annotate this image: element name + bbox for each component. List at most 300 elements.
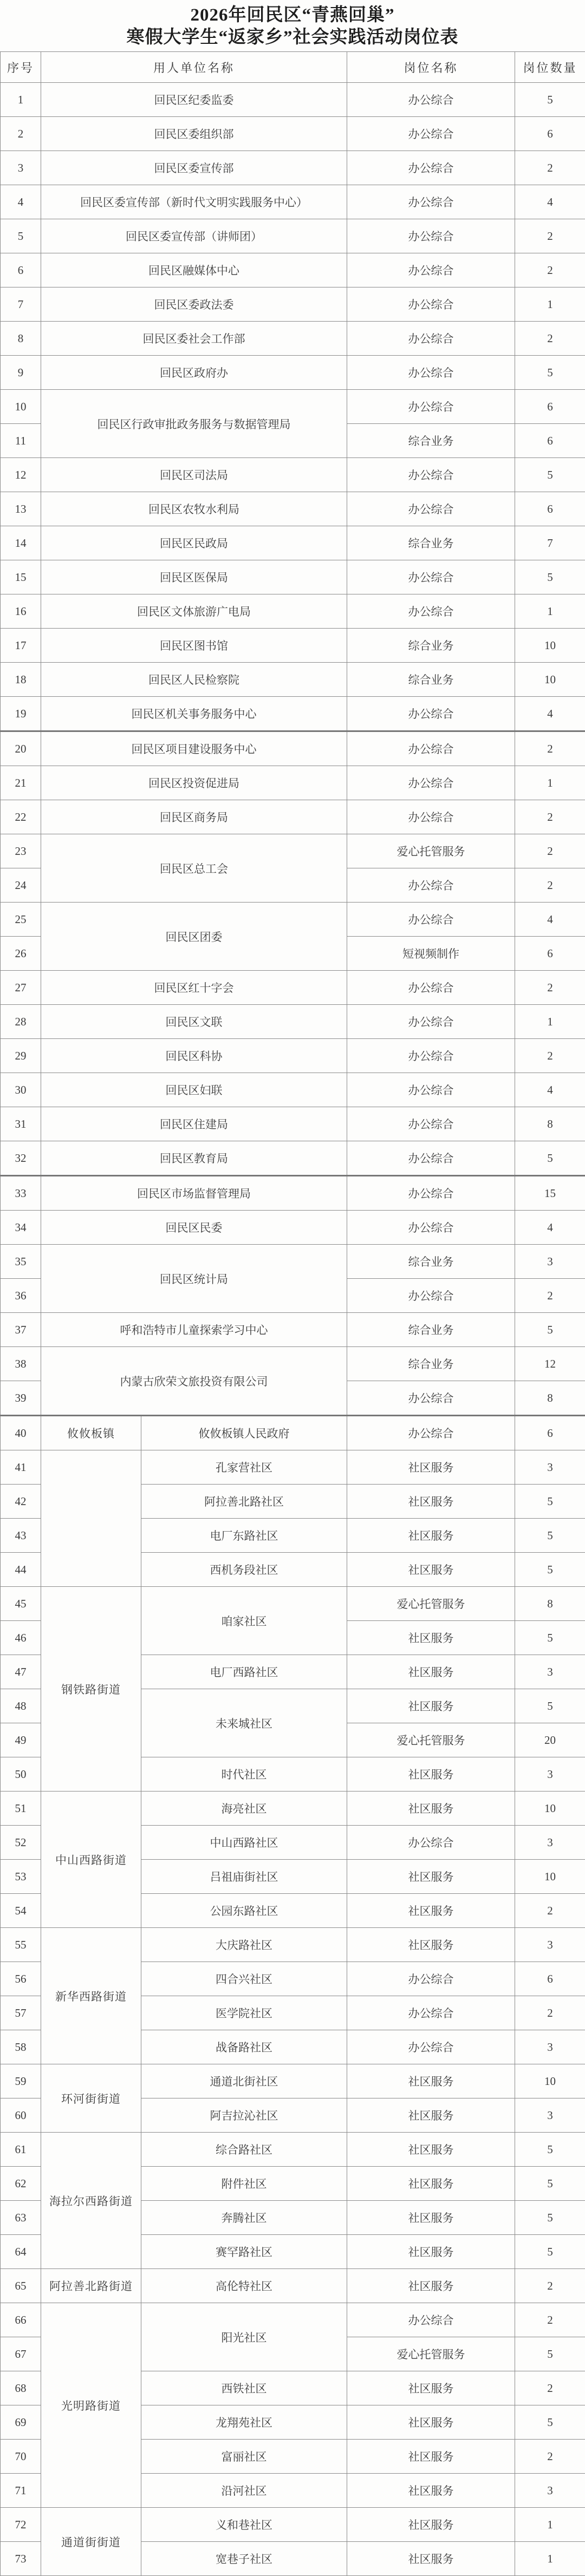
cell-count: 3 [515,1450,585,1485]
cell-group: 攸攸板镇 [41,1416,141,1450]
cell-unit: 公园东路社区 [141,1894,347,1928]
cell-unit: 咱家社区 [141,1587,347,1655]
cell-unit: 回民区科协 [41,1039,347,1073]
cell-row-number: 13 [1,492,41,526]
cell-unit: 综合路社区 [141,2133,347,2167]
cell-row-number: 49 [1,1723,41,1757]
cell-row-number: 35 [1,1245,41,1279]
cell-position: 办公综合 [347,219,515,253]
cell-row-number: 68 [1,2371,41,2405]
cell-row-number: 36 [1,1279,41,1313]
table-row [1,1039,585,1073]
cell-row-number: 8 [1,322,41,356]
cell-unit: 龙翔苑社区 [141,2405,347,2440]
cell-count: 5 [515,1313,585,1347]
cell-unit: 回民区农牧水利局 [41,492,347,526]
table-row [1,1211,585,1245]
cell-row-number: 3 [1,151,41,185]
cell-row-number: 24 [1,868,41,903]
cell-row-number: 57 [1,1996,41,2030]
cell-position: 社区服务 [347,2405,515,2440]
cell-position: 办公综合 [347,903,515,937]
cell-unit: 吕祖庙街社区 [141,1860,347,1894]
cell-row-number: 7 [1,287,41,322]
cell-unit: 西机务段社区 [141,1553,347,1587]
cell-count: 8 [515,1381,585,1416]
cell-position: 社区服务 [347,1792,515,1826]
table-row [1,287,585,322]
header-count: 岗位数量 [515,52,585,83]
cell-row-number: 73 [1,2542,41,2576]
cell-count: 20 [515,1723,585,1757]
cell-position: 办公综合 [347,800,515,834]
cell-position: 办公综合 [347,1416,515,1450]
cell-count: 5 [515,2201,585,2235]
cell-position: 短视频制作 [347,937,515,971]
table-body [1,83,585,2576]
cell-row-number: 54 [1,1894,41,1928]
cell-position: 社区服务 [347,1553,515,1587]
cell-row-number: 37 [1,1313,41,1347]
cell-unit: 中山西路社区 [141,1826,347,1860]
cell-unit: 回民区融媒体中心 [41,253,347,287]
cell-count: 4 [515,697,585,731]
cell-position: 爱心托管服务 [347,2337,515,2371]
table-row [1,1073,585,1107]
cell-count: 12 [515,1347,585,1381]
table-row [1,800,585,834]
cell-unit: 未来城社区 [141,1689,347,1757]
cell-group: 新华西路街道 [41,1928,141,2064]
cell-position: 社区服务 [347,2440,515,2474]
table-row [1,1792,585,1826]
cell-position: 综合业务 [347,663,515,697]
cell-count: 5 [515,1689,585,1723]
cell-unit: 高伦特社区 [141,2269,347,2303]
cell-row-number: 62 [1,2167,41,2201]
cell-count: 2 [515,2303,585,2337]
cell-position: 社区服务 [347,1894,515,1928]
cell-position: 办公综合 [347,185,515,219]
table-row [1,1928,585,1962]
cell-position: 综合业务 [347,1245,515,1279]
cell-row-number: 71 [1,2474,41,2508]
cell-unit: 回民区人民检察院 [41,663,347,697]
cell-row-number: 31 [1,1107,41,1141]
cell-group: 阿拉善北路街道 [41,2269,141,2303]
cell-count: 3 [515,1826,585,1860]
cell-unit: 内蒙古欣荣文旅投资有限公司 [41,1347,347,1416]
cell-position: 社区服务 [347,2201,515,2235]
cell-count: 5 [515,2167,585,2201]
cell-row-number: 10 [1,390,41,424]
cell-unit: 回民区图书馆 [41,629,347,663]
table-row [1,766,585,800]
cell-count: 5 [515,1553,585,1587]
header-unit: 用人单位名称 [41,52,347,83]
cell-unit: 时代社区 [141,1757,347,1792]
cell-row-number: 18 [1,663,41,697]
cell-position: 办公综合 [347,2030,515,2064]
cell-position: 社区服务 [347,2064,515,2098]
cell-count: 6 [515,390,585,424]
cell-unit: 回民区文体旅游广电局 [41,594,347,629]
cell-count: 6 [515,1962,585,1996]
cell-count: 2 [515,971,585,1005]
cell-row-number: 66 [1,2303,41,2337]
cell-position: 办公综合 [347,1107,515,1141]
table-row [1,971,585,1005]
table-row [1,629,585,663]
table-row [1,560,585,594]
cell-unit: 义和巷社区 [141,2508,347,2542]
cell-row-number: 58 [1,2030,41,2064]
cell-unit: 富丽社区 [141,2440,347,2474]
cell-count: 3 [515,2030,585,2064]
cell-count: 5 [515,1621,585,1655]
cell-position: 社区服务 [347,1860,515,1894]
cell-row-number: 50 [1,1757,41,1792]
cell-count: 5 [515,458,585,492]
cell-count: 2 [515,868,585,903]
cell-position: 办公综合 [347,697,515,731]
cell-position: 社区服务 [347,1485,515,1519]
cell-count: 1 [515,766,585,800]
cell-row-number: 61 [1,2133,41,2167]
cell-count: 5 [515,2337,585,2371]
cell-position: 办公综合 [347,971,515,1005]
cell-position: 办公综合 [347,253,515,287]
cell-unit: 西铁社区 [141,2371,347,2405]
cell-count: 2 [515,1894,585,1928]
cell-unit: 回民区政府办 [41,356,347,390]
cell-count: 5 [515,356,585,390]
cell-row-number: 27 [1,971,41,1005]
table-row [1,2508,585,2542]
table-row [1,526,585,560]
cell-group: 通道街街道 [41,2508,141,2576]
cell-row-number: 5 [1,219,41,253]
cell-count: 10 [515,2064,585,2098]
cell-unit: 回民区委宣传部（讲师团） [41,219,347,253]
cell-position: 办公综合 [347,2303,515,2337]
cell-unit: 奔腾社区 [141,2201,347,2235]
cell-group [41,1450,141,1587]
cell-row-number: 6 [1,253,41,287]
cell-row-number: 17 [1,629,41,663]
table-row [1,697,585,731]
table-row [1,2269,585,2303]
cell-count: 2 [515,151,585,185]
cell-count: 2 [515,253,585,287]
cell-row-number: 64 [1,2235,41,2269]
position-table [0,51,585,2576]
cell-group: 环河街街道 [41,2064,141,2133]
cell-unit: 赛罕路社区 [141,2235,347,2269]
table-row [1,185,585,219]
cell-unit: 回民区住建局 [41,1107,347,1141]
cell-count: 6 [515,1416,585,1450]
cell-count: 2 [515,834,585,868]
cell-count: 2 [515,1996,585,2030]
cell-count: 3 [515,1655,585,1689]
cell-position: 办公综合 [347,560,515,594]
cell-unit: 回民区商务局 [41,800,347,834]
cell-row-number: 2 [1,117,41,151]
cell-count: 8 [515,1587,585,1621]
cell-row-number: 23 [1,834,41,868]
cell-unit: 海亮社区 [141,1792,347,1826]
cell-position: 办公综合 [347,1826,515,1860]
cell-position: 社区服务 [347,2474,515,2508]
cell-unit: 回民区纪委监委 [41,83,347,117]
cell-unit: 大庆路社区 [141,1928,347,1962]
cell-group: 海拉尔西路街道 [41,2133,141,2269]
cell-position: 办公综合 [347,390,515,424]
cell-position: 办公综合 [347,1141,515,1176]
cell-count: 2 [515,800,585,834]
cell-position: 办公综合 [347,1996,515,2030]
table-row [1,2133,585,2167]
cell-row-number: 55 [1,1928,41,1962]
cell-unit: 阳光社区 [141,2303,347,2371]
cell-row-number: 30 [1,1073,41,1107]
cell-position: 社区服务 [347,1519,515,1553]
cell-row-number: 46 [1,1621,41,1655]
cell-count: 4 [515,1211,585,1245]
cell-count: 6 [515,492,585,526]
cell-unit: 战备路社区 [141,2030,347,2064]
cell-count: 4 [515,903,585,937]
cell-count: 2 [515,2269,585,2303]
cell-count: 8 [515,1107,585,1141]
cell-count: 1 [515,594,585,629]
cell-count: 3 [515,2098,585,2133]
cell-row-number: 44 [1,1553,41,1587]
cell-row-number: 9 [1,356,41,390]
cell-count: 6 [515,937,585,971]
cell-position: 办公综合 [347,356,515,390]
table-row [1,1587,585,1621]
cell-position: 综合业务 [347,526,515,560]
cell-row-number: 56 [1,1962,41,1996]
cell-count: 5 [515,2235,585,2269]
cell-position: 社区服务 [347,2235,515,2269]
table-row [1,117,585,151]
cell-position: 社区服务 [347,1757,515,1792]
cell-position: 综合业务 [347,424,515,458]
cell-unit: 回民区民政局 [41,526,347,560]
table-row [1,1347,585,1381]
cell-row-number: 70 [1,2440,41,2474]
cell-count: 4 [515,185,585,219]
cell-row-number: 15 [1,560,41,594]
cell-unit: 回民区团委 [41,903,347,971]
cell-count: 2 [515,219,585,253]
cell-row-number: 28 [1,1005,41,1039]
cell-unit: 回民区委组织部 [41,117,347,151]
cell-unit: 回民区委宣传部 [41,151,347,185]
cell-row-number: 42 [1,1485,41,1519]
cell-unit: 回民区文联 [41,1005,347,1039]
cell-row-number: 39 [1,1381,41,1416]
cell-count: 1 [515,287,585,322]
cell-count: 3 [515,2474,585,2508]
cell-unit: 电厂西路社区 [141,1655,347,1689]
cell-unit: 回民区机关事务服务中心 [41,697,347,731]
cell-unit: 附件社区 [141,2167,347,2201]
table-row [1,594,585,629]
cell-unit: 孔家营社区 [141,1450,347,1485]
cell-position: 办公综合 [347,83,515,117]
cell-row-number: 38 [1,1347,41,1381]
cell-row-number: 60 [1,2098,41,2133]
cell-count: 2 [515,1279,585,1313]
cell-row-number: 63 [1,2201,41,2235]
cell-row-number: 72 [1,2508,41,2542]
table-row [1,731,585,766]
cell-position: 办公综合 [347,1073,515,1107]
cell-row-number: 29 [1,1039,41,1073]
table-row [1,1313,585,1347]
table-row [1,1176,585,1211]
cell-position: 办公综合 [347,117,515,151]
cell-count: 2 [515,1039,585,1073]
table-header-row [1,52,585,83]
cell-row-number: 34 [1,1211,41,1245]
cell-unit: 回民区教育局 [41,1141,347,1176]
cell-count: 5 [515,2405,585,2440]
cell-position: 综合业务 [347,1347,515,1381]
cell-count: 3 [515,1928,585,1962]
table-row [1,219,585,253]
cell-unit: 回民区总工会 [41,834,347,903]
cell-position: 社区服务 [347,1450,515,1485]
cell-unit: 回民区委社会工作部 [41,322,347,356]
cell-count: 7 [515,526,585,560]
table-row [1,253,585,287]
cell-row-number: 32 [1,1141,41,1176]
cell-row-number: 65 [1,2269,41,2303]
cell-row-number: 20 [1,731,41,766]
cell-unit: 通道北街社区 [141,2064,347,2098]
cell-count: 15 [515,1176,585,1211]
cell-position: 社区服务 [347,2542,515,2576]
cell-position: 爱心托管服务 [347,834,515,868]
cell-row-number: 25 [1,903,41,937]
cell-position: 综合业务 [347,1313,515,1347]
cell-position: 办公综合 [347,1039,515,1073]
cell-count: 6 [515,117,585,151]
cell-count: 6 [515,424,585,458]
cell-group: 中山西路街道 [41,1792,141,1928]
cell-row-number: 1 [1,83,41,117]
cell-count: 2 [515,731,585,766]
cell-unit: 回民区医保局 [41,560,347,594]
cell-unit: 回民区市场监督管理局 [41,1176,347,1211]
page-title-line1: 2026年回民区“青燕回巢” [0,4,585,27]
cell-unit: 回民区投资促进局 [41,766,347,800]
cell-count: 10 [515,1792,585,1826]
cell-unit: 呼和浩特市儿童探索学习中心 [41,1313,347,1347]
table-row [1,2064,585,2098]
table-row [1,492,585,526]
cell-count: 5 [515,1519,585,1553]
cell-unit: 四合兴社区 [141,1962,347,1996]
cell-unit: 电厂东路社区 [141,1519,347,1553]
cell-position: 办公综合 [347,151,515,185]
cell-position: 办公综合 [347,594,515,629]
table-row [1,458,585,492]
cell-group: 钢铁路街道 [41,1587,141,1792]
cell-count: 3 [515,1245,585,1279]
table-row [1,1005,585,1039]
cell-count: 1 [515,1005,585,1039]
table-row [1,663,585,697]
cell-count: 2 [515,2371,585,2405]
cell-count: 4 [515,1073,585,1107]
cell-position: 办公综合 [347,1279,515,1313]
cell-row-number: 69 [1,2405,41,2440]
table-row [1,834,585,868]
cell-position: 办公综合 [347,287,515,322]
page-title-line2: 寒假大学生“返家乡”社会实践活动岗位表 [0,27,585,49]
table-row [1,356,585,390]
cell-position: 社区服务 [347,2269,515,2303]
cell-unit: 宽巷子社区 [141,2542,347,2576]
cell-unit: 回民区司法局 [41,458,347,492]
cell-row-number: 52 [1,1826,41,1860]
cell-unit: 医学院社区 [141,1996,347,2030]
cell-row-number: 22 [1,800,41,834]
cell-position: 办公综合 [347,1211,515,1245]
cell-position: 办公综合 [347,731,515,766]
cell-row-number: 43 [1,1519,41,1553]
cell-row-number: 41 [1,1450,41,1485]
cell-unit: 沿河社区 [141,2474,347,2508]
table-row [1,151,585,185]
cell-row-number: 14 [1,526,41,560]
table-row [1,1141,585,1176]
cell-unit: 回民区委政法委 [41,287,347,322]
cell-unit: 回民区委宣传部（新时代文明实践服务中心） [41,185,347,219]
cell-count: 10 [515,629,585,663]
cell-row-number: 33 [1,1176,41,1211]
cell-position: 办公综合 [347,1176,515,1211]
cell-position: 社区服务 [347,2508,515,2542]
header-no: 序号 [1,52,41,83]
cell-unit: 回民区行政审批政务服务与数据管理局 [41,390,347,458]
header-position: 岗位名称 [347,52,515,83]
cell-unit: 回民区项目建设服务中心 [41,731,347,766]
cell-row-number: 51 [1,1792,41,1826]
cell-position: 办公综合 [347,492,515,526]
cell-position: 爱心托管服务 [347,1723,515,1757]
cell-position: 办公综合 [347,1962,515,1996]
cell-row-number: 53 [1,1860,41,1894]
cell-position: 办公综合 [347,458,515,492]
table-row [1,83,585,117]
cell-count: 1 [515,2542,585,2576]
cell-unit: 回民区妇联 [41,1073,347,1107]
cell-row-number: 47 [1,1655,41,1689]
cell-group: 光明路街道 [41,2303,141,2508]
cell-row-number: 12 [1,458,41,492]
table-row [1,1245,585,1279]
cell-position: 综合业务 [347,629,515,663]
cell-unit: 阿拉善北路社区 [141,1485,347,1519]
cell-count: 5 [515,2133,585,2167]
